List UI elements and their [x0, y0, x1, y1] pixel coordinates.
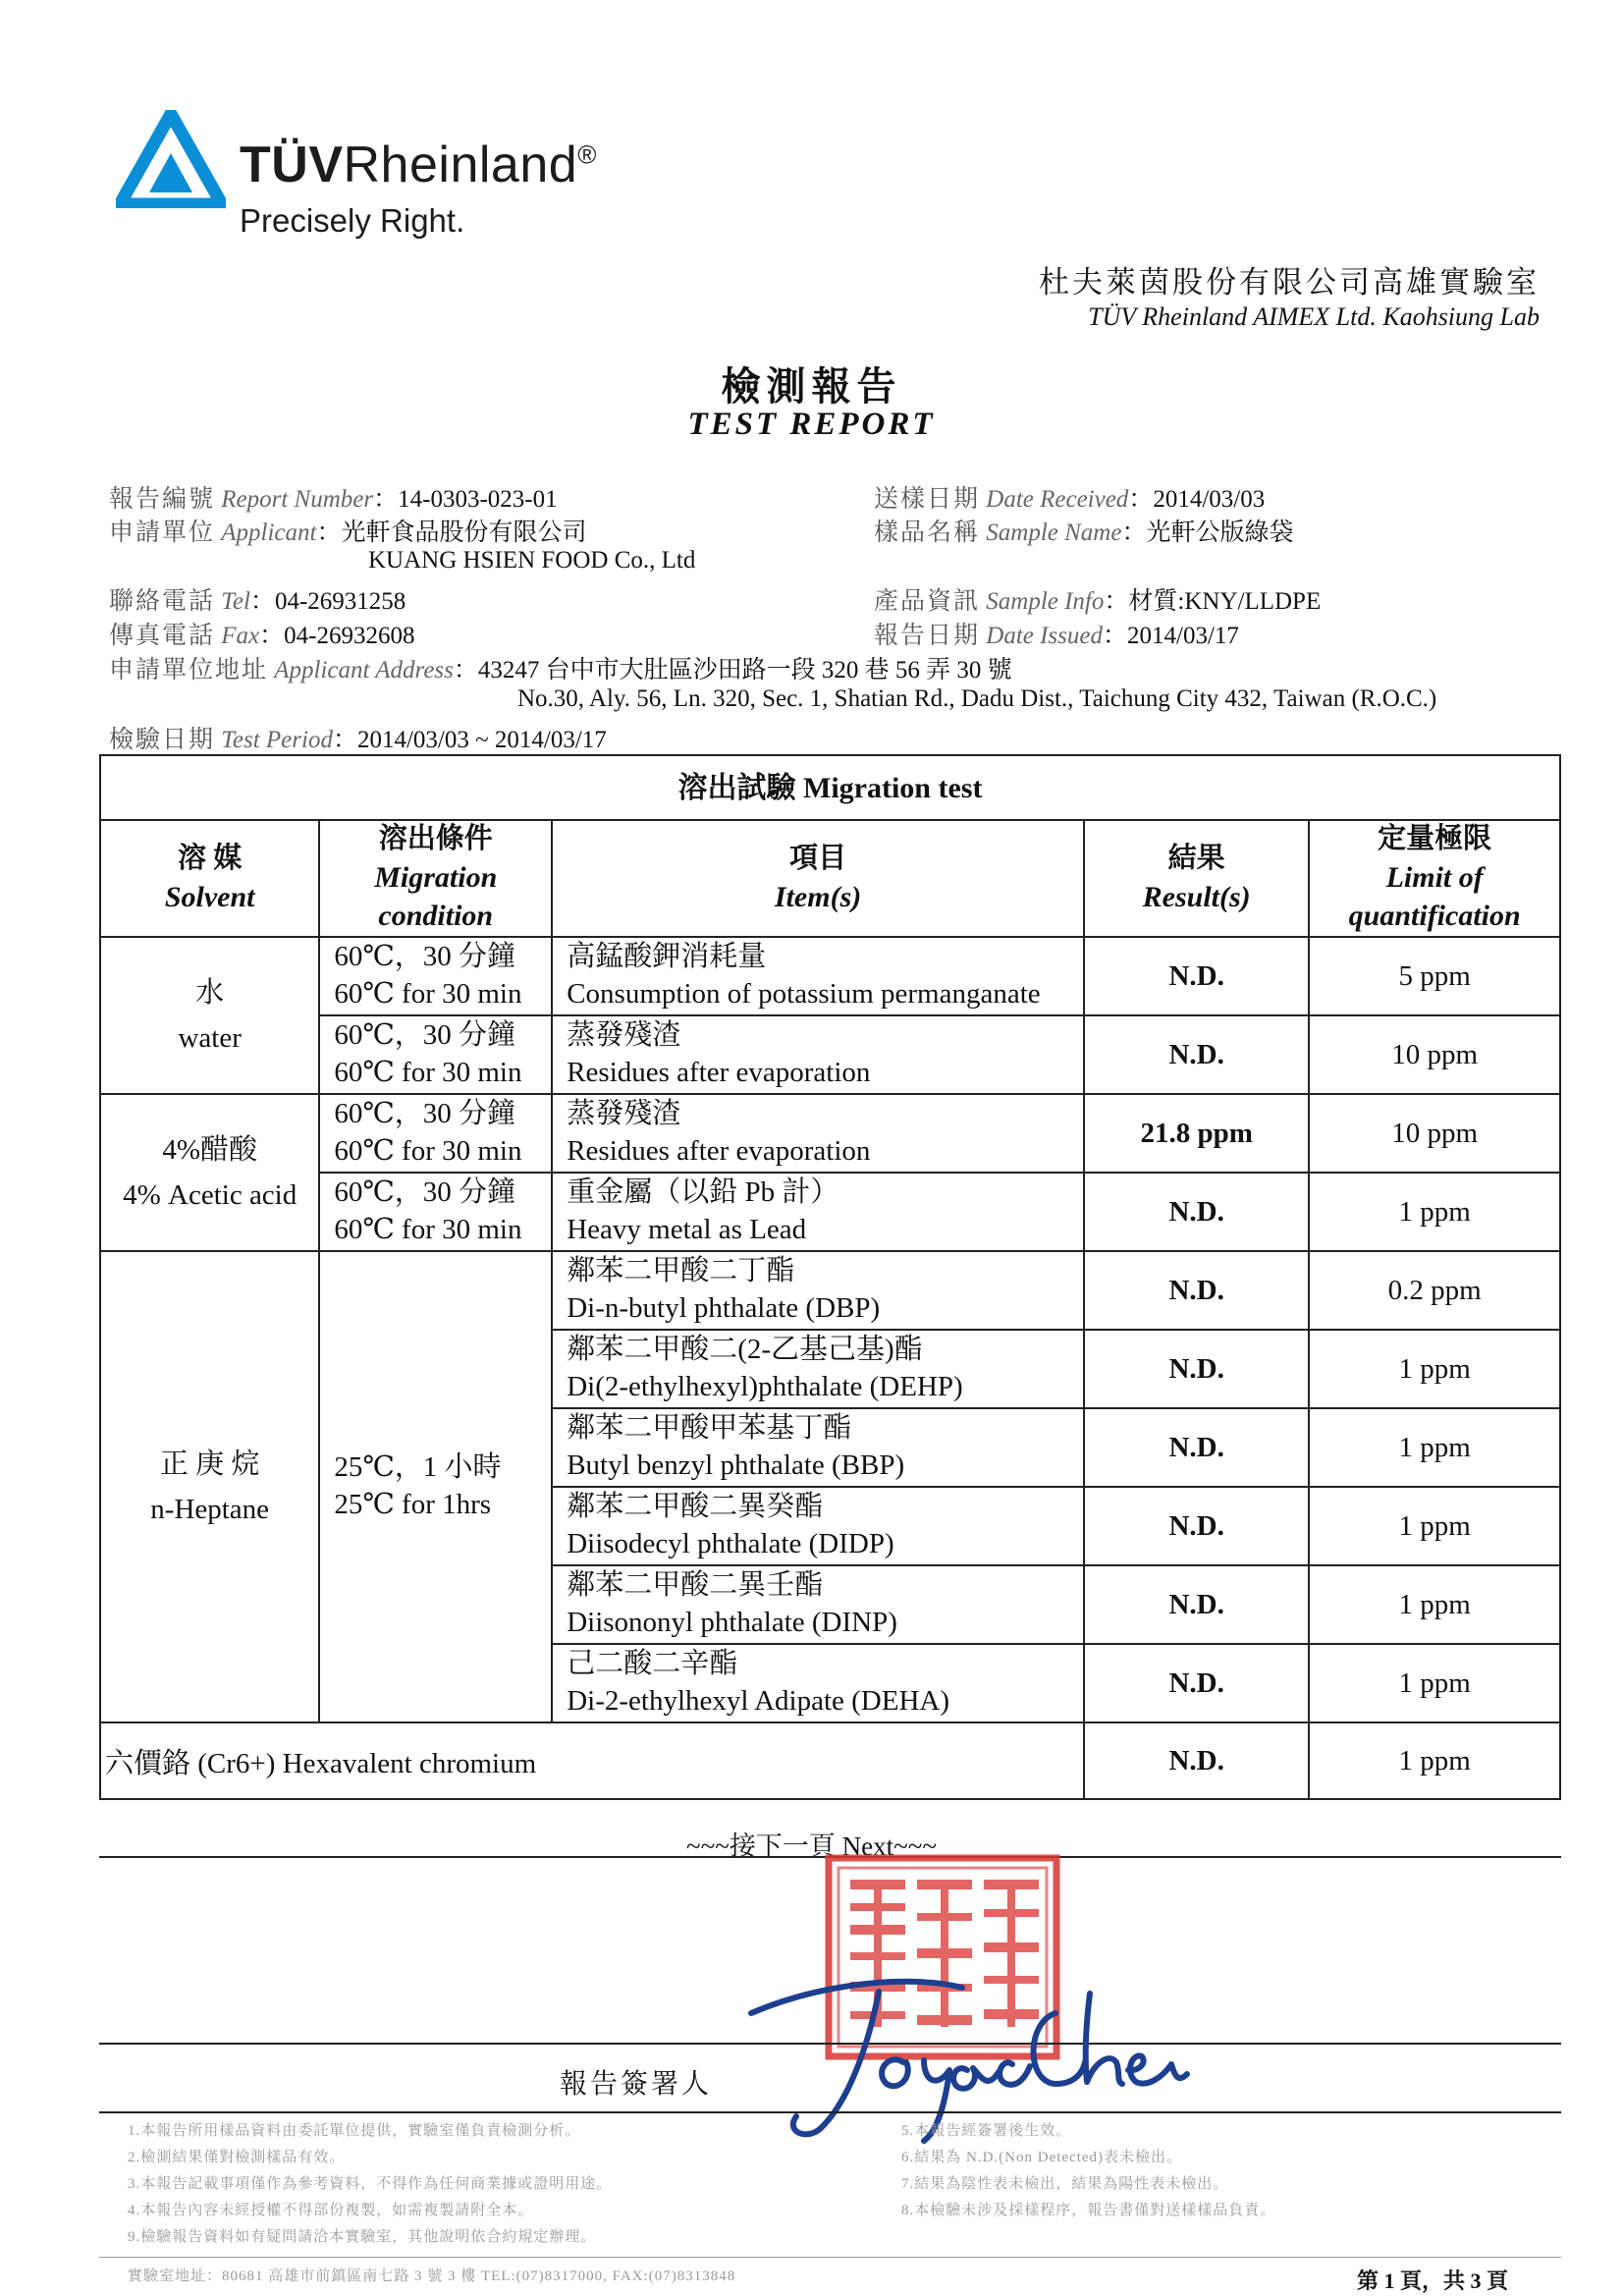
applicant: 申請單位 Applicant：光軒食品股份有限公司 [109, 519, 587, 546]
header-result: 結果 Result(s) [1084, 820, 1309, 937]
table-caption: 溶出試驗 Migration test [100, 755, 1560, 820]
result-cell: N.D. [1084, 1565, 1309, 1644]
divider [99, 2111, 1561, 2113]
date-received: 送樣日期 Date Received：2014/03/03 [874, 486, 1266, 513]
lab-name-cn: 杜夫萊茵股份有限公司高雄實驗室 [1039, 265, 1540, 300]
report-title-cn: 檢測報告 [721, 364, 902, 409]
note-item: 7.結果為陰性表未檢出，結果為陽性表未檢出。 [901, 2176, 1229, 2192]
condition-cell: 60℃，30 分鐘 60℃ for 30 min [319, 937, 552, 1015]
applicant-address: 申請單位地址 Applicant Address：43247 台中市大肚區沙田路一段 320 巷 56 弄 30 號 [109, 657, 1012, 683]
result-cell: N.D. [1084, 1330, 1309, 1408]
condition-cell: 60℃，30 分鐘 60℃ for 30 min [319, 1015, 552, 1094]
loq-cell: 1 ppm [1309, 1487, 1560, 1565]
note-item: 9.檢驗報告資料如有疑問請洽本實驗室，其他說明依合約規定辦理。 [128, 2229, 597, 2245]
table-row [100, 1015, 1560, 1094]
item-cell: 鄰苯二甲酸二異癸酯 Diisodecyl phthalate (DIDP) [552, 1487, 1084, 1565]
header-loq: 定量極限 Limit of quantification [1309, 820, 1560, 937]
header-item: 項目 Item(s) [552, 820, 1084, 937]
table-row [100, 1722, 1560, 1799]
result-cell: N.D. [1084, 1487, 1309, 1565]
table-row [100, 1094, 1560, 1173]
loq-cell: 5 ppm [1309, 937, 1560, 1015]
note-item: 3.本報告記載事項僅作為參考資料，不得作為任何商業據或證明用途。 [128, 2176, 613, 2192]
note-item: 8.本檢驗未涉及採樣程序，報告書僅對送樣樣品負責。 [901, 2203, 1276, 2218]
loq-cell: 1 ppm [1309, 1565, 1560, 1644]
item-cell: 蒸發殘渣 Residues after evaporation [552, 1094, 1084, 1173]
note-item: 5.本報告經簽署後生效。 [901, 2123, 1072, 2139]
report-number: 報告編號 Report Number：14-0303-023-01 [109, 486, 558, 513]
note-item: 4.本報告內容未經授權不得部份複製，如需複製請附全本。 [128, 2203, 534, 2218]
loq-cell: 0.2 ppm [1309, 1251, 1560, 1330]
loq-cell: 1 ppm [1309, 1408, 1560, 1487]
loq-cell: 10 ppm [1309, 1015, 1560, 1094]
item-cell: 重金屬（以鉛 Pb 計） Heavy metal as Lead [552, 1173, 1084, 1251]
lab-name-en: TÜV Rheinland AIMEX Ltd. Kaohsiung Lab [1088, 302, 1540, 331]
loq-cell: 10 ppm [1309, 1094, 1560, 1173]
table-row [100, 937, 1560, 1015]
sample-info: 產品資訊 Sample Info：材質:KNY/LLDPE [874, 588, 1322, 615]
item-cell: 鄰苯二甲酸二(2-乙基己基)酯 Di(2-ethylhexyl)phthalate (DEHP) [552, 1330, 1084, 1408]
test-period: 檢驗日期 Test Period：2014/03/03 ~ 2014/03/17 [109, 727, 607, 753]
table-row [100, 1173, 1560, 1251]
solvent-n-heptane: 正 庚 烷 n-Heptane [100, 1251, 319, 1722]
condition-cell: 60℃，30 分鐘 60℃ for 30 min [319, 1173, 552, 1251]
date-issued: 報告日期 Date Issued：2014/03/17 [874, 623, 1239, 649]
item-cell: 鄰苯二甲酸甲苯基丁酯 Butyl benzyl phthalate (BBP) [552, 1408, 1084, 1487]
signer-label: 報告簽署人 [560, 2069, 713, 2100]
result-cell: N.D. [1084, 1173, 1309, 1251]
condition-cell: 25℃，1 小時 25℃ for 1hrs [319, 1251, 552, 1722]
sample-name: 樣品名稱 Sample Name：光軒公版綠袋 [874, 519, 1294, 546]
solvent-water: 水 water [100, 937, 319, 1094]
fax: 傳真電話 Fax：04-26932608 [109, 623, 415, 649]
item-cell: 鄰苯二甲酸二丁酯 Di-n-butyl phthalate (DBP) [552, 1251, 1084, 1330]
note-item: 1.本報告所用樣品資料由委託單位提供，實驗室僅負責檢測分析。 [128, 2123, 581, 2139]
chromium-label: 六價鉻 (Cr6+) Hexavalent chromium [100, 1722, 1084, 1799]
loq-cell: 1 ppm [1309, 1722, 1560, 1799]
result-cell: N.D. [1084, 1408, 1309, 1487]
header-solvent: 溶 媒 Solvent [100, 820, 319, 937]
item-cell: 蒸發殘渣 Residues after evaporation [552, 1015, 1084, 1094]
report-title-en: TEST REPORT [687, 407, 936, 442]
condition-cell: 60℃，30 分鐘 60℃ for 30 min [319, 1094, 552, 1173]
result-cell: 21.8 ppm [1084, 1094, 1309, 1173]
applicant-address-en: No.30, Aly. 56, Ln. 320, Sec. 1, Shatian Rd., Dadu Dist., Taichung City 432, Taiwan (R.O.C.) [517, 685, 1437, 712]
divider [99, 2257, 1561, 2258]
result-cell: N.D. [1084, 1251, 1309, 1330]
tel: 聯絡電話 Tel：04-26931258 [109, 588, 406, 615]
brand-name: TÜVRheinland® [240, 137, 597, 193]
solvent-acetic-acid: 4%醋酸 4% Acetic acid [100, 1094, 319, 1251]
note-item: 2.檢測結果僅對檢測樣品有效。 [128, 2150, 346, 2165]
migration-test-table [99, 754, 1561, 1800]
table-row [100, 1251, 1560, 1330]
lab-address: 實驗室地址：80681 高雄市前鎮區南七路 3 號 3 樓 TEL:(07)8317000, FAX:(07)8313848 [128, 2269, 736, 2284]
loq-cell: 1 ppm [1309, 1330, 1560, 1408]
result-cell: N.D. [1084, 937, 1309, 1015]
result-cell: N.D. [1084, 1644, 1309, 1722]
note-item: 6.結果為 N.D.(Non Detected)表未檢出。 [901, 2150, 1183, 2165]
applicant-en: KUANG HSIEN FOOD Co., Ltd [368, 547, 696, 574]
result-cell: N.D. [1084, 1722, 1309, 1799]
header-condition: 溶出條件 Migration condition [319, 820, 552, 937]
loq-cell: 1 ppm [1309, 1644, 1560, 1722]
item-cell: 高錳酸鉀消耗量 Consumption of potassium permanganate [552, 937, 1084, 1015]
result-cell: N.D. [1084, 1015, 1309, 1094]
item-cell: 鄰苯二甲酸二異壬酯 Diisononyl phthalate (DINP) [552, 1565, 1084, 1644]
next-page-marker: ~~~接下一頁 Next~~~ [686, 1831, 937, 1861]
tuv-triangle-logo-icon [116, 110, 226, 208]
item-cell: 己二酸二辛酯 Di-2-ethylhexyl Adipate (DEHA) [552, 1644, 1084, 1722]
loq-cell: 1 ppm [1309, 1173, 1560, 1251]
page-number: 第 1 頁，共 3 頁 [1356, 2269, 1508, 2293]
brand-tagline: Precisely Right. [240, 202, 465, 239]
